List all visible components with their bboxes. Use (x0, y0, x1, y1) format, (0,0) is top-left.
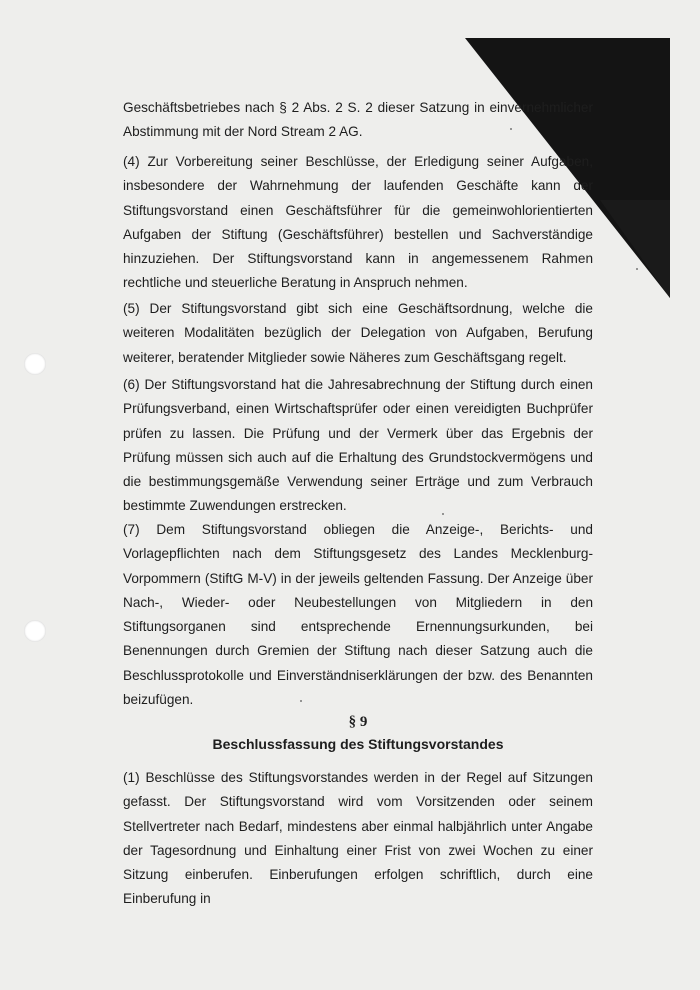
section-number: § 9 (348, 714, 368, 730)
paragraph-5: (5) Der Stiftungsvorstand gibt sich eine Geschäftsordnung, welche die weiteren Modalitäten bezüglich der Delegation von Aufgaben, Berufung weiterer, beratender Mitglieder sowie Näheres zum Geschäftsgang regelt. (123, 301, 593, 365)
scan-speck (300, 700, 302, 702)
paragraph-4: (4) Zur Vorbereitung seiner Beschlüsse, der Erledigung seiner Aufgaben, insbesondere der Wahrnehmung der laufenden Geschäfte kann der Stiftungsvorstand einen Geschäftsführer für die gemeinwohlorientierten Aufgaben der Stiftung (Geschäftsführer) bestellen und Sachverständige hinzuziehen. Der Stiftungsvorstand kann in angemessenem Rahmen rechtliche und steuerliche Beratung in Anspruch nehmen. (123, 154, 593, 291)
scan-speck (510, 128, 512, 130)
scan-speck (636, 268, 638, 270)
scan-speck (442, 513, 444, 515)
section-paragraph-1-text: (1) Beschlüsse des Stiftungsvorstandes werden in der Regel auf Sitzungen gefasst. Der Stiftungsvorstand wird vom Vorsitzenden oder seinem Stellvertreter nach Bedarf, mindestens aber einmal halbjährlich unter Angabe der Tagesordnung und Einhaltung einer Frist von zwei Wochen zu einer Sitzung einberufen. Einberufungen erfolgen schriftlich, durch eine Einberufung in (123, 770, 593, 907)
paragraph-7: (7) Dem Stiftungsvorstand obliegen die Anzeige-, Berichts- und Vorlagepflichten nach dem Stiftungsgesetz des Landes Mecklenburg-Vorpommern (StiftG M-V) in der jeweils geltenden Fassung. Der Anzeige über Nach-, Wieder- oder Neubestellungen von Mitgliedern in den Stiftungsorganen sind entsprechende Ernennungsurkunden, bei Benennungen durch Gremien der Stiftung nach dieser Satzung auch die Beschlussprotokolle und Einverständniserklärungen der bzw. des Benannten beizufügen. (123, 522, 593, 708)
paragraph-continuation: Geschäftsbetriebes nach § 2 Abs. 2 S. 2 dieser Satzung in einvernehmlicher Abstimmung mit der Nord Stream 2 AG. (123, 100, 593, 140)
punch-hole-bottom (24, 620, 46, 642)
punch-hole-top (24, 353, 46, 375)
section-title: Beschlussfassung des Stiftungsvorstandes (212, 736, 504, 752)
paragraph-6: (6) Der Stiftungsvorstand hat die Jahresabrechnung der Stiftung durch einen Prüfungsverband, einen Wirtschaftsprüfer oder einen vereidigten Buchprüfer prüfen zu lassen. Die Prüfung und der Vermerk über das Ergebnis der Prüfung müssen sich auch auf die Erhaltung des Grundstockvermögens und die bestimmungsgemäße Verwendung seiner Erträge und zum Verbrauch bestimmte Zuwendungen erstrecken. (123, 377, 593, 514)
section-paragraph-1 (123, 766, 593, 912)
